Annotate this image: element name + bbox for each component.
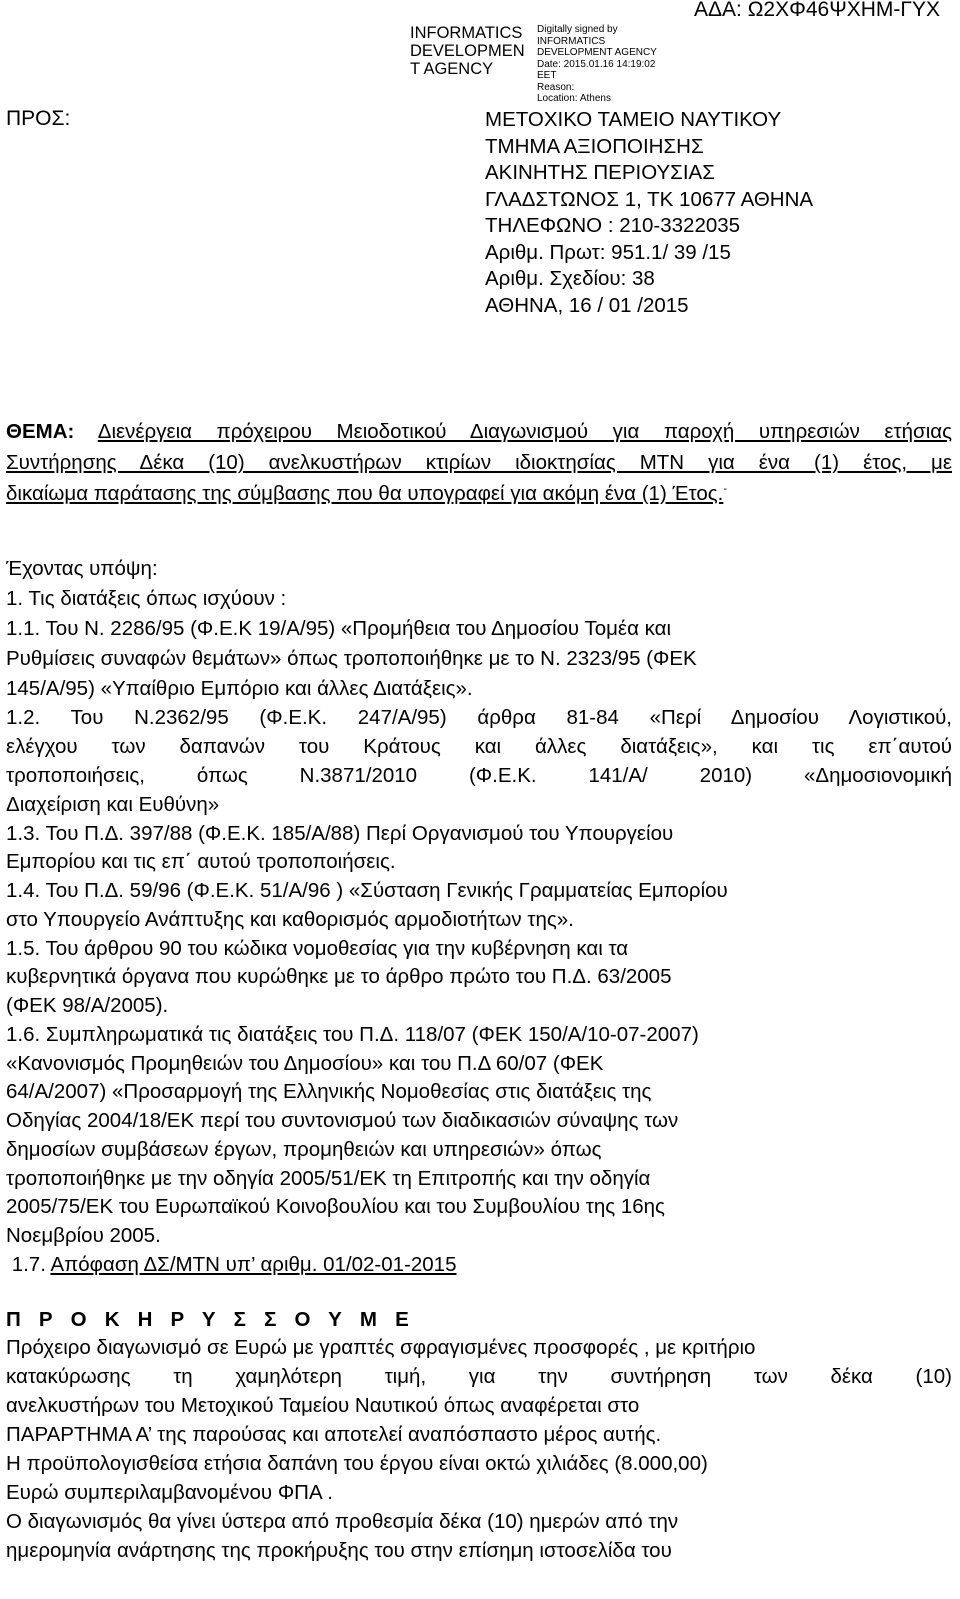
list-item: δημοσίων συμβάσεων έργων, προμηθειών και υπηρεσιών» όπως — [6, 1138, 602, 1161]
subject-line — [6, 420, 952, 444]
draft-number: Αριθμ. Σχεδίου: 38 — [485, 267, 655, 290]
subject-line — [6, 451, 952, 475]
recipient-line: ΜΕΤΟΧΙΚΟ ΤΑΜΕΙΟ ΝΑΥΤΙΚΟΥ — [485, 108, 782, 131]
list-item: 1.3. Του Π.Δ. 397/88 (Φ.Ε.Κ. 185/Α/88) Περί Οργανισμού του Υπουργείου — [6, 822, 674, 845]
list-item: τροποποιήθηκε με την οδηγία 2005/51/ΕΚ τη Επιτροπής και την οδηγία — [6, 1167, 651, 1190]
list-item: κυβερνητικά όργανα που κυρώθηκε με το άρθρο πρώτο του Π.Δ. 63/2005 — [6, 965, 672, 988]
announcement-line: Πρόχειρο διαγωνισμό σε Ευρώ με γραπτές σφραγισμένες προσφορές , με κριτήριο — [6, 1336, 756, 1359]
considering-heading: Έχοντας υπόψη: — [6, 557, 158, 580]
recipient-block — [485, 107, 813, 319]
announcement-title: Π Ρ Ο Κ Η Ρ Υ Σ Σ Ο Υ Μ Ε — [6, 1308, 415, 1331]
list-item: Ρυθμίσεις συναφών θεμάτων» όπως τροποποιήθηκε με το Ν. 2323/95 (ΦΕΚ — [6, 647, 697, 670]
list-item — [6, 1253, 952, 1277]
protocol-number: Αριθμ. Πρωτ: 951.1/ 39 /15 — [485, 240, 731, 264]
list-item: 145/Α/95) «Υπαίθριο Εμπόριο και άλλες Διατάξεις». — [6, 677, 473, 700]
list-item: 1.6. Συμπληρωματικά τις διατάξεις του Π.Δ. 118/07 (ΦΕΚ 150/Α/10-07-2007) — [6, 1023, 699, 1046]
list-item: 64/Α/2007) «Προσαρμογή της Ελληνικής Νομοθεσίας στις διατάξεις της — [6, 1080, 652, 1103]
list-item: Εμπορίου και τις επ΄ αυτού τροποποιήσεις. — [6, 850, 396, 873]
subject-text: δικαίωμα παράτασης της σύμβασης που θα υπογραφεί για ακόμη ένα (1) Έτος. — [6, 482, 724, 505]
announcement-line: Η προϋπολογισθείσα ετήσια δαπάνη του έργου είναι οκτώ χιλιάδες (8.000,00) — [6, 1452, 708, 1475]
announcement-line: Ευρώ συμπεριλαμβανομένου ΦΠΑ . — [6, 1481, 333, 1504]
item-number: 1.7. — [6, 1253, 51, 1276]
recipient-line: ΤΗΛΕΦΩΝΟ : 210-3322035 — [485, 214, 741, 237]
document-date: ΑΘΗΝΑ, 16 / 01 /2015 — [485, 293, 689, 317]
subject-tail: - — [723, 483, 728, 496]
list-item: Διαχείριση και Ευθύνη» — [6, 793, 220, 816]
digital-signature-details: Digitally signed by INFORMATICS DEVELOPMENT AGENCY Date: 2015.01.16 14:19:02 EET Reason: Location: Athens — [537, 24, 657, 104]
list-item: 1.5. Του άρθρου 90 του κώδικα νομοθεσίας για την κυβέρνηση και τα — [6, 937, 629, 960]
recipient-line: ΤΜΗΜΑ ΑΞΙΟΠΟΙΗΣΗΣ — [485, 134, 704, 158]
recipient-line: ΓΛΑΔΣΤΩΝΟΣ 1, ΤΚ 10677 ΑΘΗΝΑ — [485, 187, 814, 211]
subject-text: Συντήρησης Δέκα (10) ανελκυστήρων κτιρίων ιδιοκτησίας ΜΤΝ για ένα (1) έτος, με — [6, 451, 952, 474]
digital-signature-name: INFORMATICS DEVELOPMEN T AGENCY — [410, 24, 525, 78]
announcement-line: ΠΑΡΑΡΤΗΜΑ Α’ της παρούσας και αποτελεί αναπόσπαστο μέρος αυτής. — [6, 1423, 662, 1446]
recipient-line: ΑΚΙΝΗΤΗΣ ΠΕΡΙΟΥΣΙΑΣ — [485, 161, 715, 184]
subject-label: ΘΕΜΑ: — [6, 420, 75, 443]
subject-line — [6, 482, 952, 506]
announcement-line: ανελκυστήρων του Μετοχικού Ταμείου Ναυτικού όπως αναφέρεται στο — [6, 1394, 640, 1417]
list-item: 1.1. Του Ν. 2286/95 (Φ.Ε.Κ 19/Α/95) «Προμήθεια του Δημοσίου Τομέα και — [6, 617, 672, 640]
recipient-label: ΠΡΟΣ: — [6, 107, 71, 130]
announcement-line: Ο διαγωνισμός θα γίνει ύστερα από προθεσμία δέκα (10) ημερών από την — [6, 1510, 679, 1533]
list-item: Νοεμβρίου 2005. — [6, 1224, 161, 1247]
list-item: τροποποιήσεις, όπως Ν.3871/2010 (Φ.Ε.Κ. 141/Α/ 2010) «Δημοσιονομική — [6, 764, 952, 787]
list-item: «Κανονισμός Προμηθειών του Δημοσίου» και του Π.Δ 60/07 (ΦΕΚ — [6, 1052, 604, 1075]
list-item: 1.4. Του Π.Δ. 59/96 (Φ.Ε.Κ. 51/Α/96 ) «Σύσταση Γενικής Γραμματείας Εμπορίου — [6, 879, 728, 902]
subject-text: Διενέργεια πρόχειρου Μειοδοτικού Διαγωνισμού για παροχή υπηρεσιών ετήσιας — [97, 420, 952, 443]
list-item: (ΦΕΚ 98/Α/2005). — [6, 994, 169, 1017]
announcement-line: ημερομηνία ανάρτησης της προκήρυξης του στην επίσημη ιστοσελίδα του — [6, 1539, 672, 1562]
list-item: 1. Τις διατάξεις όπως ισχύουν : — [6, 587, 287, 610]
board-decision-reference: Απόφαση ΔΣ/ΜΤΝ υπ’ αριθμ. 01/02-01-2015 — [50, 1253, 457, 1276]
ada-code: ΑΔΑ: Ω2ΧΦ46ΨΧΗΜ-ΓΥΧ — [694, 0, 940, 21]
list-item: στο Υπουργείο Ανάπτυξης και καθορισμός αρμοδιοτήτων της». — [6, 908, 574, 931]
announcement-line: κατακύρωσης τη χαμηλότερη τιμή, για την συντήρηση των δέκα (10) — [6, 1365, 952, 1388]
list-item: Οδηγίας 2004/18/ΕΚ περί του συντονισμού των διαδικασιών σύναψης των — [6, 1109, 679, 1132]
list-item: 2005/75/ΕΚ του Ευρωπαϊκού Κοινοβουλίου και του Συμβουλίου της 16ης — [6, 1195, 665, 1218]
list-item: 1.2. Του Ν.2362/95 (Φ.Ε.Κ. 247/Α/95) άρθρα 81-84 «Περί Δημοσίου Λογιστικού, — [6, 706, 952, 729]
list-item: ελέγχου των δαπανών του Κράτους και άλλες διατάξεις», και τις επ΄αυτού — [6, 735, 952, 758]
